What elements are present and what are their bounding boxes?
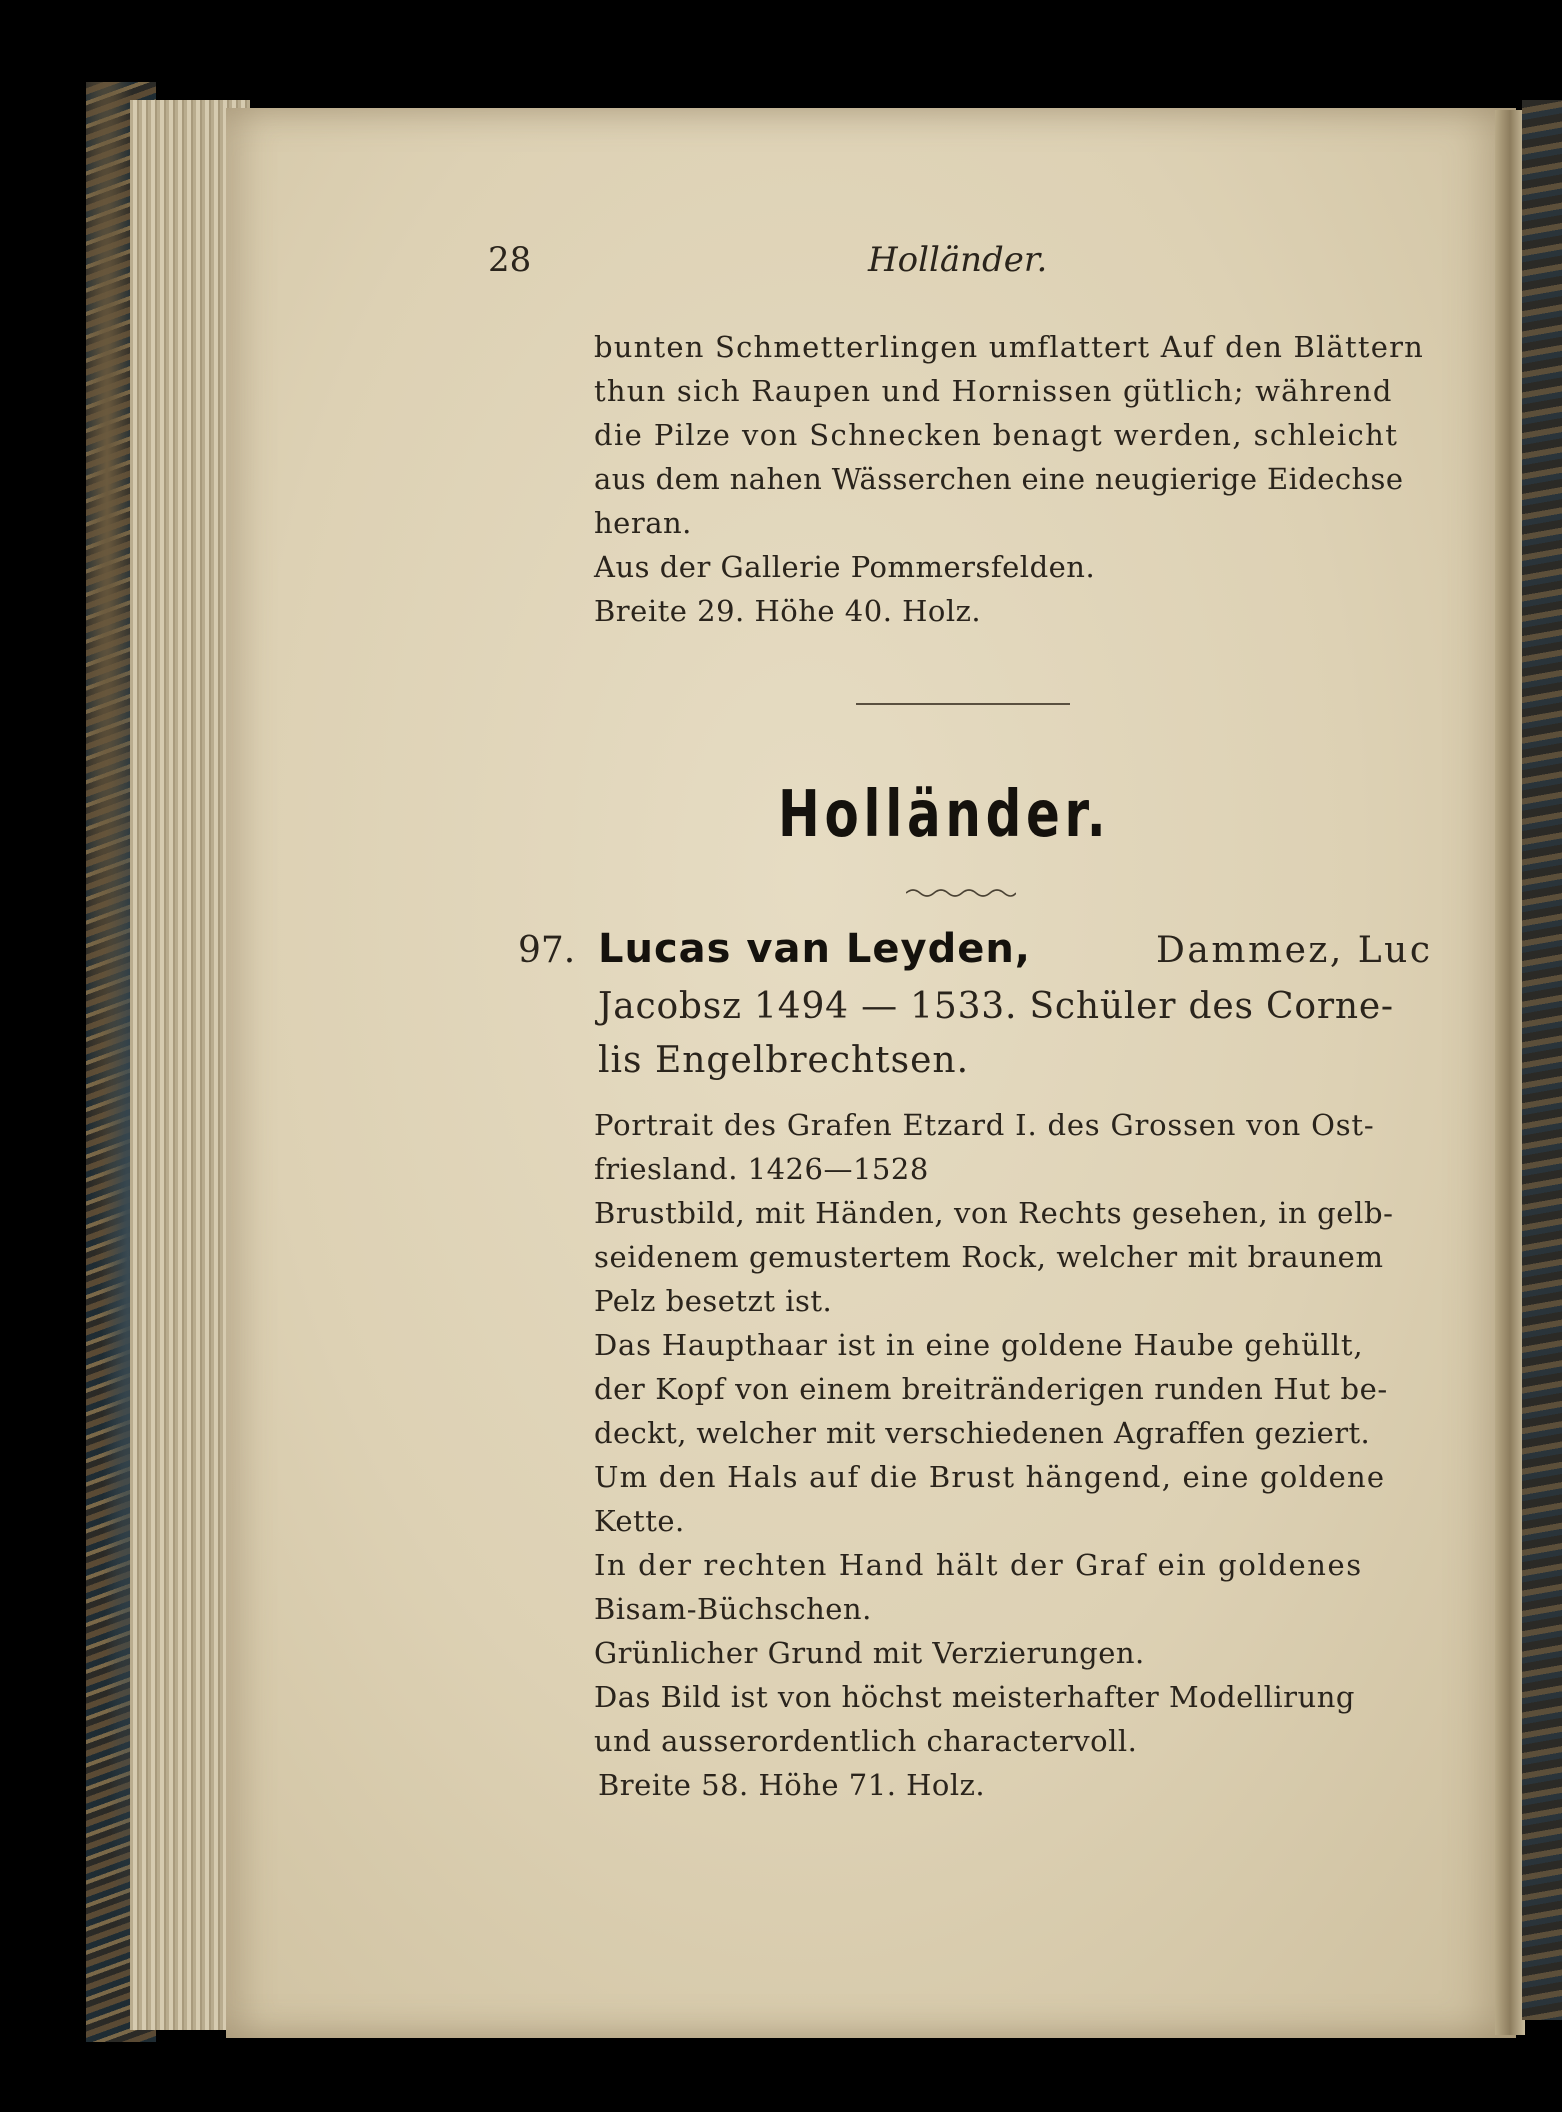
section-heading: Holländer. <box>778 778 1111 852</box>
desc-line-13: Grünlicher Grund mit Verzierungen. <box>594 1636 1145 1670</box>
entry-artist-rest: Dammez, Luc <box>1156 930 1433 971</box>
prev-line-2: thun sich Raupen und Hornissen gütlich; während <box>594 374 1393 408</box>
desc-line-10: Kette. <box>594 1504 685 1538</box>
section-divider <box>856 703 1070 705</box>
prev-line-7: Breite 29. Höhe 40. Holz. <box>594 594 982 628</box>
desc-line-6: Das Haupthaar ist in eine goldene Haube gehüllt, <box>594 1328 1364 1362</box>
entry-bio-line-2: lis Engelbrechtsen. <box>598 1040 970 1081</box>
desc-line-4: seidenem gemustertem Rock, welcher mit braunem <box>594 1240 1384 1274</box>
desc-line-14: Das Bild ist von höchst meisterhafter Modellirung <box>594 1680 1355 1714</box>
prev-line-6: Aus der Gallerie Pommersfelden. <box>594 550 1096 584</box>
marbled-cover-right <box>1522 100 1562 2020</box>
entry-bio-line-1: Jacobsz 1494 — 1533. Schüler des Corne- <box>598 986 1394 1027</box>
desc-line-2: friesland. 1426—1528 <box>594 1152 929 1186</box>
prev-line-5: heran. <box>594 506 692 540</box>
desc-line-12: Bisam-Büchschen. <box>594 1592 872 1626</box>
entry-artist: Lucas van Leyden, <box>598 926 1031 972</box>
desc-line-7: der Kopf von einem breitränderigen runden Hut be- <box>594 1372 1388 1406</box>
prev-line-1: bunten Schmetterlingen umflattert Auf den Blättern <box>594 330 1425 364</box>
prev-line-3: die Pilze von Schnecken benagt werden, schleicht <box>594 418 1399 452</box>
desc-line-5: Pelz besetzt ist. <box>594 1284 833 1318</box>
page-number: 28 <box>488 240 532 280</box>
desc-line-8: deckt, welcher mit verschiedenen Agraffen geziert. <box>594 1416 1371 1450</box>
prev-line-4: aus dem nahen Wässerchen eine neugierige Eidechse <box>594 462 1404 496</box>
entry-number: 97. <box>518 930 576 971</box>
page-gutter <box>1495 110 1525 2035</box>
desc-line-15: und ausserordentlich charactervoll. <box>594 1724 1138 1758</box>
desc-line-9: Um den Hals auf die Brust hängend, eine goldene <box>594 1460 1386 1494</box>
desc-line-1: Portrait des Grafen Etzard I. des Grossen von Ost- <box>594 1108 1375 1142</box>
running-title: Holländer. <box>868 240 1048 280</box>
desc-line-11: In der rechten Hand hält der Graf ein goldenes <box>594 1548 1363 1582</box>
ornament-wavy-rule <box>906 886 1016 900</box>
desc-line-3: Brustbild, mit Händen, von Rechts gesehen, in gelb- <box>594 1196 1394 1230</box>
desc-line-16: Breite 58. Höhe 71. Holz. <box>598 1768 986 1802</box>
